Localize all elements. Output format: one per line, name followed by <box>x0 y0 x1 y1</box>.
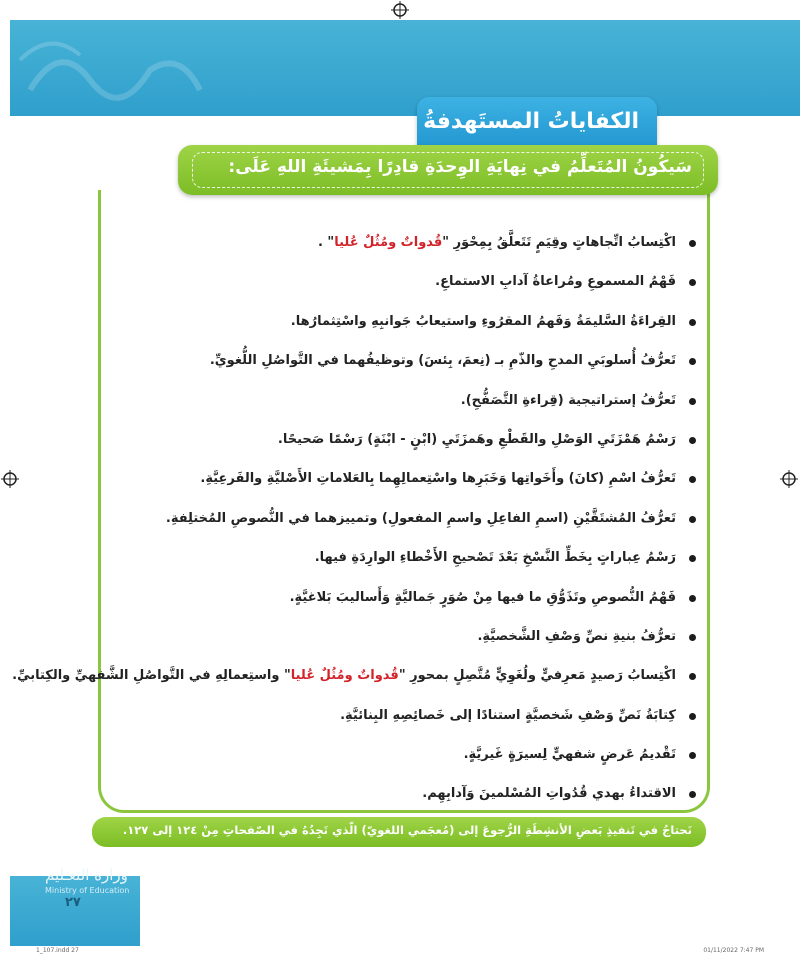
bullet-icon <box>689 752 696 759</box>
list-item: تَعرُّفُ المُشتَقَّيْنِ (اسمِ الفاعِلِ واسمِ المفعولِ) وتمييزهما في النُّصوصِ المُختلِفةِ. <box>6 504 696 543</box>
ministry-logo-text: وزارة التعـليم <box>45 866 128 884</box>
highlight-text: قُدواتٌ ومُثُلٌ عُليا <box>334 235 443 250</box>
list-item: القِراءَةُ السَّليمَةُ وَفَهمُ المقرُوءِ واستيعابُ جَوانبِهِ واسْتِثمارُها. <box>6 307 696 346</box>
bullet-icon <box>689 319 696 326</box>
subtitle-text: سَيكُونُ المُتَعلِّمُ في نِهايَةِ الوِحدَةِ قادِرًا بِمَشيئَةِ اللهِ عَلَى: <box>228 157 692 177</box>
competencies-list <box>6 228 696 819</box>
calligraphy-pattern-icon <box>10 20 210 116</box>
note-bar <box>92 817 706 847</box>
top-header-band <box>10 20 800 116</box>
highlight-text: قُدواتٌ ومُثُلٌ عُليا <box>290 668 399 684</box>
list-item: تَقْديمُ عَرضٍ شفهيٍّ لِسيرَةٍ غَيريَّةٍ. <box>6 740 696 779</box>
ministry-english-text: Ministry of Education <box>45 886 130 895</box>
bullet-icon <box>689 673 696 680</box>
bullet-icon <box>689 555 696 562</box>
list-item: الاقتداءُ بهدي قُدُواتِ المُسْلمينَ وَآدابِهِم. <box>6 779 696 818</box>
list-item: اكْتِسابُ اتِّجاهاتٍ وقِيَمٍ تَتَعلَّقُ بِمِحْوَرِ "قُدواتٌ ومُثُلٌ عُليا" . <box>6 228 696 267</box>
page-number: ٢٧ <box>65 895 81 910</box>
bullet-icon <box>689 476 696 483</box>
bullet-icon <box>689 437 696 444</box>
list-item: فَهْمُ النُّصوصِ وتَذَوُّقِ ما فيها مِنْ صُوَرٍ جَماليَّةٍ وَأَساليبَ بَلاغيَّةٍ. <box>6 583 696 622</box>
list-item: تَعرُّفُ أُسلوبَيِ المدحِ والذّمِ بـ (نِعمَ، بِئسَ) وتوظيفُهما في التَّواصُلِ اللُّغويِّ. <box>6 346 696 385</box>
bullet-icon <box>689 713 696 720</box>
bullet-icon <box>689 634 696 641</box>
bullet-icon <box>689 595 696 602</box>
bullet-icon <box>689 398 696 405</box>
list-item: تعرُّفُ بنيةِ نصِّ وَصْفِ الشَّخصيَّةِ. <box>6 622 696 661</box>
registration-mark-icon <box>780 470 798 488</box>
list-item: اكْتِسابُ رَصيدٍ مَعرِفيٍّ ولُغَوِيٍّ مُتَّصِلٍ بمحورِ "قُدواتٌ ومُثُلٌ عُليا" واستِعمالِهِ في التَّواصُلِ الشَّفهيِّ والكِتابيِّ. <box>6 661 696 700</box>
bullet-icon <box>689 791 696 798</box>
bullet-icon <box>689 358 696 365</box>
list-item: رَسْمُ هَمْزَتَيِ الوَصْلِ والقَطْعِ وهَمزَتَيِ (ابْنٍ - ابْنَةٍ) رَسْمًا صَحيحًا. <box>6 425 696 464</box>
list-item: رَسْمُ عِباراتٍ بِخَطِّ النَّسْخِ بَعْدَ تَصْحيحِ الأَخْطاءِ الوارِدَةِ فيها. <box>6 543 696 582</box>
list-item: تَعرُّفُ إستراتيجية (قِراءةِ التَّصَفُّحِ). <box>6 386 696 425</box>
bullet-icon <box>689 279 696 286</box>
registration-mark-icon <box>391 1 409 19</box>
page-title: الكفاياتُ المستَهدفةُ <box>423 109 639 134</box>
list-item: فَهْمُ المسموعِ ومُراعاةُ آدابِ الاستماعِ. <box>6 267 696 306</box>
footer-file-name: 1_107.indd 27 <box>36 947 79 954</box>
bullet-icon <box>689 516 696 523</box>
list-item: كِتابَةُ نَصِّ وَصْفِ شَخصيَّةٍ استنادًا إلى خَصائِصِهِ البِنائيَّةِ. <box>6 701 696 740</box>
subtitle-bar <box>178 145 718 195</box>
bullet-icon <box>689 240 696 247</box>
footer-date: 01/11/2022 7:47 PM <box>703 947 764 954</box>
list-item: تَعرُّفُ اسْمِ (كانَ) وأَخَواتِها وَخَبَرِها واسْتِعمالِهِما بِالعَلاماتِ الأَصْليَّةِ والفَرعِيَّةِ. <box>6 464 696 503</box>
note-text: نَحتاجُ في تَنفيذِ بَعضِ الأنشِطَةِ الرُّجوعَ إلى (مُعجَمي اللغويّ) الّذي تَجِدُهُ في الصّفحاتِ مِنْ ١٢٤ إلى ١٢٧. <box>122 823 692 837</box>
